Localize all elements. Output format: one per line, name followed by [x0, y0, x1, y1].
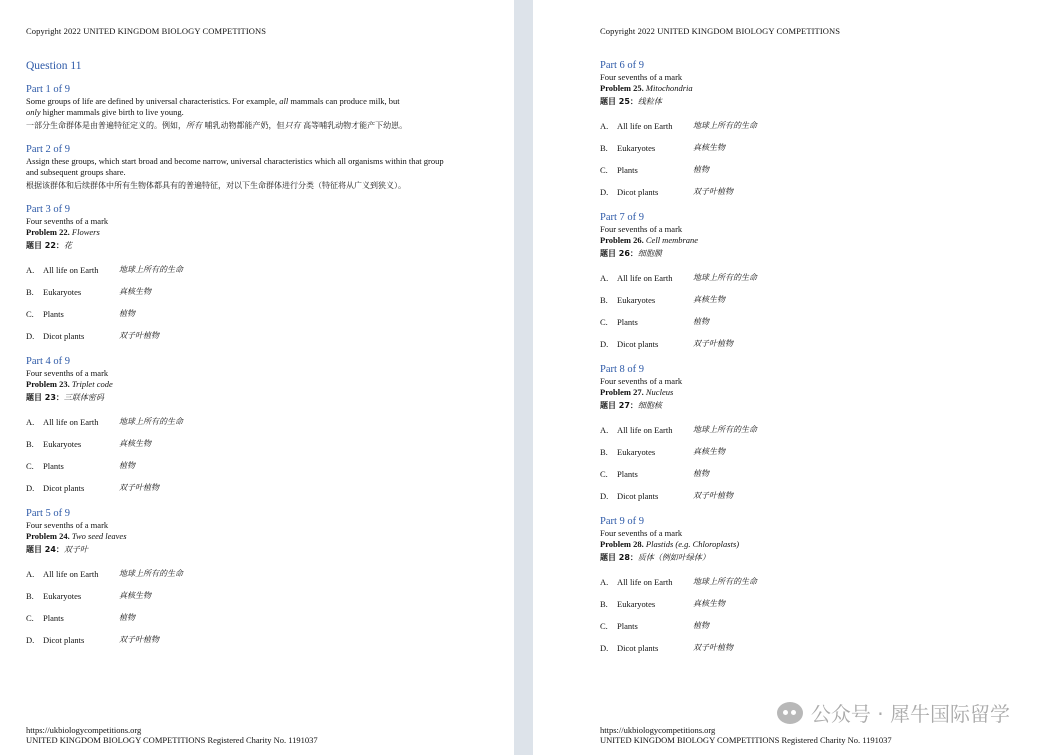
option-english: Eukaryotes: [617, 295, 656, 305]
option-english: All life on Earth: [617, 577, 673, 587]
option-list: [600, 424, 1020, 512]
option-letter: B.: [26, 439, 34, 449]
option-item[interactable]: [26, 416, 456, 438]
option-letter: D.: [600, 491, 609, 501]
part-title: Part 5 of 9: [26, 508, 71, 519]
option-list: [600, 272, 1020, 360]
option-item[interactable]: [26, 286, 456, 308]
mark-value: Four sevenths of a mark: [600, 72, 683, 82]
option-english: Eukaryotes: [617, 447, 656, 457]
part-title: Part 3 of 9: [26, 204, 71, 215]
problem-name: Flowers: [71, 227, 100, 237]
left-page: [0, 0, 514, 755]
problem-number-chinese: 题目 24：: [26, 545, 64, 554]
option-letter: C.: [26, 613, 34, 623]
option-item[interactable]: [26, 568, 456, 590]
problem-number-chinese: 题目 27：: [600, 401, 638, 410]
problem-number: Problem 23.: [26, 379, 70, 389]
problem-number: Problem 26.: [600, 235, 644, 245]
footer-charity: UNITED KINGDOM BIOLOGY COMPETITIONS Registered Charity No. 1191037: [26, 735, 318, 745]
option-item[interactable]: [600, 642, 1020, 664]
option-letter: B.: [600, 295, 608, 305]
option-chinese: 真核生物: [119, 287, 151, 296]
option-chinese: 植物: [119, 309, 135, 318]
option-item[interactable]: [600, 338, 1020, 360]
problem-name-chinese: 三联体密码: [63, 393, 104, 402]
problem-label-chinese: [26, 544, 456, 556]
problem-label-chinese: [600, 400, 1020, 412]
problem-label-chinese: [600, 552, 1020, 564]
problem-name: Cell membrane: [645, 235, 699, 245]
option-item[interactable]: [26, 634, 456, 656]
problem-number-chinese: 题目 22：: [26, 241, 64, 250]
option-item[interactable]: [26, 330, 456, 352]
problem-name: Mitochondria: [645, 83, 693, 93]
option-letter: D.: [26, 483, 35, 493]
option-chinese: 双子叶植物: [119, 483, 159, 492]
option-item[interactable]: [600, 598, 1020, 620]
option-letter: B.: [26, 287, 34, 297]
part-1-chinese: 一部分生命群体是由普遍特征定义的。例如，所有 哺乳动物都能产奶，但只有 高等哺乳动物才能产下幼崽。: [26, 121, 408, 130]
option-list: [26, 264, 456, 352]
option-english: Eukaryotes: [43, 439, 82, 449]
option-english: Dicot plants: [617, 491, 659, 501]
problem-number: Problem 25.: [600, 83, 644, 93]
part-title: Part 8 of 9: [600, 364, 645, 375]
option-english: Dicot plants: [617, 339, 659, 349]
part-1-text: Some groups of life are defined by universal characteristics. For example, all mammals can produce milk, but only higher mammals give birth to live young.: [26, 96, 400, 117]
option-chinese: 植物: [119, 461, 135, 470]
option-chinese: 地球上所有的生命: [119, 265, 183, 274]
option-letter: D.: [26, 635, 35, 645]
part-2-text: Assign these groups, which start broad and become narrow, universal characteristics which all organisms within that group and subsequent groups share.: [26, 156, 444, 177]
option-chinese: 真核生物: [693, 295, 725, 304]
option-chinese: 双子叶植物: [693, 491, 733, 500]
option-chinese: 真核生物: [119, 591, 151, 600]
option-item[interactable]: [26, 264, 456, 286]
option-item[interactable]: [600, 316, 1020, 338]
problem-section: [26, 204, 456, 352]
option-chinese: 真核生物: [693, 143, 725, 152]
problem-name-chinese: 质体（例如叶绿体）: [637, 553, 710, 562]
problem-number: Problem 22.: [26, 227, 70, 237]
option-english: Plants: [617, 469, 638, 479]
option-letter: A.: [26, 265, 35, 275]
footer-charity: UNITED KINGDOM BIOLOGY COMPETITIONS Registered Charity No. 1191037: [600, 735, 892, 745]
part-1: [26, 84, 456, 132]
problem-label-chinese: [600, 96, 1020, 108]
option-chinese: 地球上所有的生命: [693, 577, 757, 586]
mark-value: Four sevenths of a mark: [600, 224, 683, 234]
problem-name: Two seed leaves: [71, 531, 127, 541]
option-item[interactable]: [26, 482, 456, 504]
footer-url[interactable]: https://ukbiologycompetitions.org: [600, 725, 716, 735]
option-item[interactable]: [600, 164, 1020, 186]
mark-value: Four sevenths of a mark: [26, 520, 109, 530]
option-item[interactable]: [600, 620, 1020, 642]
option-chinese: 双子叶植物: [693, 339, 733, 348]
option-english: Dicot plants: [43, 331, 85, 341]
right-page: [533, 0, 1042, 755]
problem-number: Problem 28.: [600, 539, 644, 549]
wechat-icon: [777, 702, 803, 724]
option-letter: A.: [600, 577, 609, 587]
option-list: [26, 568, 456, 656]
option-english: Eukaryotes: [617, 599, 656, 609]
problem-number-chinese: 题目 28：: [600, 553, 638, 562]
option-english: Plants: [43, 309, 64, 319]
option-letter: D.: [26, 331, 35, 341]
problem-label: [26, 227, 456, 238]
option-item[interactable]: [600, 120, 1020, 142]
option-chinese: 植物: [693, 317, 709, 326]
option-letter: C.: [600, 621, 608, 631]
problem-label: [600, 83, 1020, 94]
right-sections: [600, 60, 1020, 664]
left-sections: [26, 204, 456, 656]
option-english: Plants: [617, 317, 638, 327]
option-letter: B.: [600, 447, 608, 457]
problem-section: [26, 508, 456, 656]
option-letter: C.: [600, 469, 608, 479]
option-english: Dicot plants: [43, 483, 85, 493]
option-chinese: 植物: [693, 165, 709, 174]
problem-label: [600, 387, 1020, 398]
option-english: All life on Earth: [617, 425, 673, 435]
option-item[interactable]: [600, 272, 1020, 294]
option-chinese: 地球上所有的生命: [693, 273, 757, 282]
option-chinese: 植物: [119, 613, 135, 622]
problem-name: Nucleus: [645, 387, 674, 397]
option-letter: D.: [600, 643, 609, 653]
part-title: Part 1 of 9: [26, 84, 71, 95]
option-letter: B.: [26, 591, 34, 601]
option-english: Eukaryotes: [43, 591, 82, 601]
option-letter: C.: [26, 309, 34, 319]
option-letter: C.: [600, 165, 608, 175]
option-chinese: 双子叶植物: [693, 187, 733, 196]
part-title: Part 6 of 9: [600, 60, 645, 71]
problem-label: [26, 531, 456, 542]
option-item[interactable]: [600, 424, 1020, 446]
option-chinese: 地球上所有的生命: [119, 417, 183, 426]
problem-label: [600, 235, 1020, 246]
option-letter: A.: [600, 273, 609, 283]
header-copyright: Copyright 2022 UNITED KINGDOM BIOLOGY COMPETITIONS: [26, 26, 267, 36]
option-english: All life on Earth: [43, 265, 99, 275]
problem-section: [600, 60, 1020, 208]
footer: [26, 725, 318, 745]
option-item[interactable]: [26, 438, 456, 460]
option-list: [26, 416, 456, 504]
option-letter: D.: [600, 339, 609, 349]
option-english: All life on Earth: [43, 569, 99, 579]
option-chinese: 植物: [693, 469, 709, 478]
option-english: Plants: [43, 613, 64, 623]
part-title: Part 2 of 9: [26, 144, 71, 155]
option-english: All life on Earth: [617, 121, 673, 131]
problem-number-chinese: 题目 23：: [26, 393, 64, 402]
option-english: Dicot plants: [617, 187, 659, 197]
mark-value: Four sevenths of a mark: [600, 376, 683, 386]
problem-label: [26, 379, 456, 390]
part-title: Part 7 of 9: [600, 212, 645, 223]
part-title: Part 4 of 9: [26, 356, 71, 367]
part-2: [26, 144, 456, 192]
option-english: Plants: [43, 461, 64, 471]
mark-value: Four sevenths of a mark: [600, 528, 683, 538]
problem-number-chinese: 题目 25：: [600, 97, 638, 106]
option-item[interactable]: [26, 590, 456, 612]
option-letter: C.: [600, 317, 608, 327]
option-list: [600, 120, 1020, 208]
option-chinese: 真核生物: [119, 439, 151, 448]
option-english: Eukaryotes: [617, 143, 656, 153]
option-letter: A.: [600, 121, 609, 131]
watermark: [777, 698, 1010, 727]
problem-name: Plastids (e.g. Chloroplasts): [645, 539, 740, 549]
option-english: Plants: [617, 165, 638, 175]
option-item[interactable]: [26, 308, 456, 330]
option-letter: B.: [600, 143, 608, 153]
mark-value: Four sevenths of a mark: [26, 216, 109, 226]
problem-name-chinese: 双子叶: [63, 545, 88, 554]
footer: [600, 725, 892, 745]
problem-section: [600, 364, 1020, 512]
problem-number-chinese: 题目 26：: [600, 249, 638, 258]
option-chinese: 地球上所有的生命: [693, 121, 757, 130]
footer-url[interactable]: https://ukbiologycompetitions.org: [26, 725, 142, 735]
option-letter: A.: [600, 425, 609, 435]
option-chinese: 地球上所有的生命: [693, 425, 757, 434]
right-column: [600, 60, 1020, 668]
question-title: Question 11: [26, 60, 82, 72]
option-chinese: 双子叶植物: [119, 331, 159, 340]
part-title: Part 9 of 9: [600, 516, 645, 527]
option-english: Dicot plants: [43, 635, 85, 645]
problem-name-chinese: 细胞核: [637, 401, 662, 410]
option-letter: D.: [600, 187, 609, 197]
option-list: [600, 576, 1020, 664]
watermark-text: 公众号 · 犀牛国际留学: [810, 702, 1010, 726]
option-item[interactable]: [26, 612, 456, 634]
problem-label-chinese: [600, 248, 1020, 260]
option-item[interactable]: [600, 490, 1020, 512]
option-letter: A.: [26, 569, 35, 579]
option-item[interactable]: [600, 576, 1020, 598]
problem-name-chinese: 花: [63, 241, 72, 250]
left-column: [26, 60, 456, 660]
problem-label: [600, 539, 1020, 550]
option-item[interactable]: [600, 446, 1020, 468]
mark-value: Four sevenths of a mark: [26, 368, 109, 378]
option-item[interactable]: [600, 294, 1020, 316]
problem-number: Problem 27.: [600, 387, 644, 397]
problem-section: [600, 516, 1020, 664]
option-chinese: 双子叶植物: [119, 635, 159, 644]
option-letter: C.: [26, 461, 34, 471]
problem-name: Triplet code: [71, 379, 113, 389]
part-2-chinese: 根据该群体和后续群体中所有生物体都具有的普遍特征，对以下生命群体进行分类（特征将从广义到狭义）。: [26, 181, 406, 190]
option-item[interactable]: [600, 186, 1020, 208]
option-chinese: 植物: [693, 621, 709, 630]
option-letter: B.: [600, 599, 608, 609]
option-item[interactable]: [26, 460, 456, 482]
option-chinese: 真核生物: [693, 447, 725, 456]
problem-label-chinese: [26, 392, 456, 404]
problem-section: [26, 356, 456, 504]
problem-section: [600, 212, 1020, 360]
option-item[interactable]: [600, 468, 1020, 490]
problem-number: Problem 24.: [26, 531, 70, 541]
option-chinese: 双子叶植物: [693, 643, 733, 652]
header-copyright: Copyright 2022 UNITED KINGDOM BIOLOGY COMPETITIONS: [600, 26, 841, 36]
option-letter: A.: [26, 417, 35, 427]
problem-name-chinese: 细胞膜: [637, 249, 662, 258]
option-chinese: 地球上所有的生命: [119, 569, 183, 578]
option-english: Eukaryotes: [43, 287, 82, 297]
option-english: Plants: [617, 621, 638, 631]
option-english: All life on Earth: [43, 417, 99, 427]
option-chinese: 真核生物: [693, 599, 725, 608]
option-english: Dicot plants: [617, 643, 659, 653]
problem-label-chinese: [26, 240, 456, 252]
option-item[interactable]: [600, 142, 1020, 164]
option-english: All life on Earth: [617, 273, 673, 283]
problem-name-chinese: 线粒体: [637, 97, 662, 106]
